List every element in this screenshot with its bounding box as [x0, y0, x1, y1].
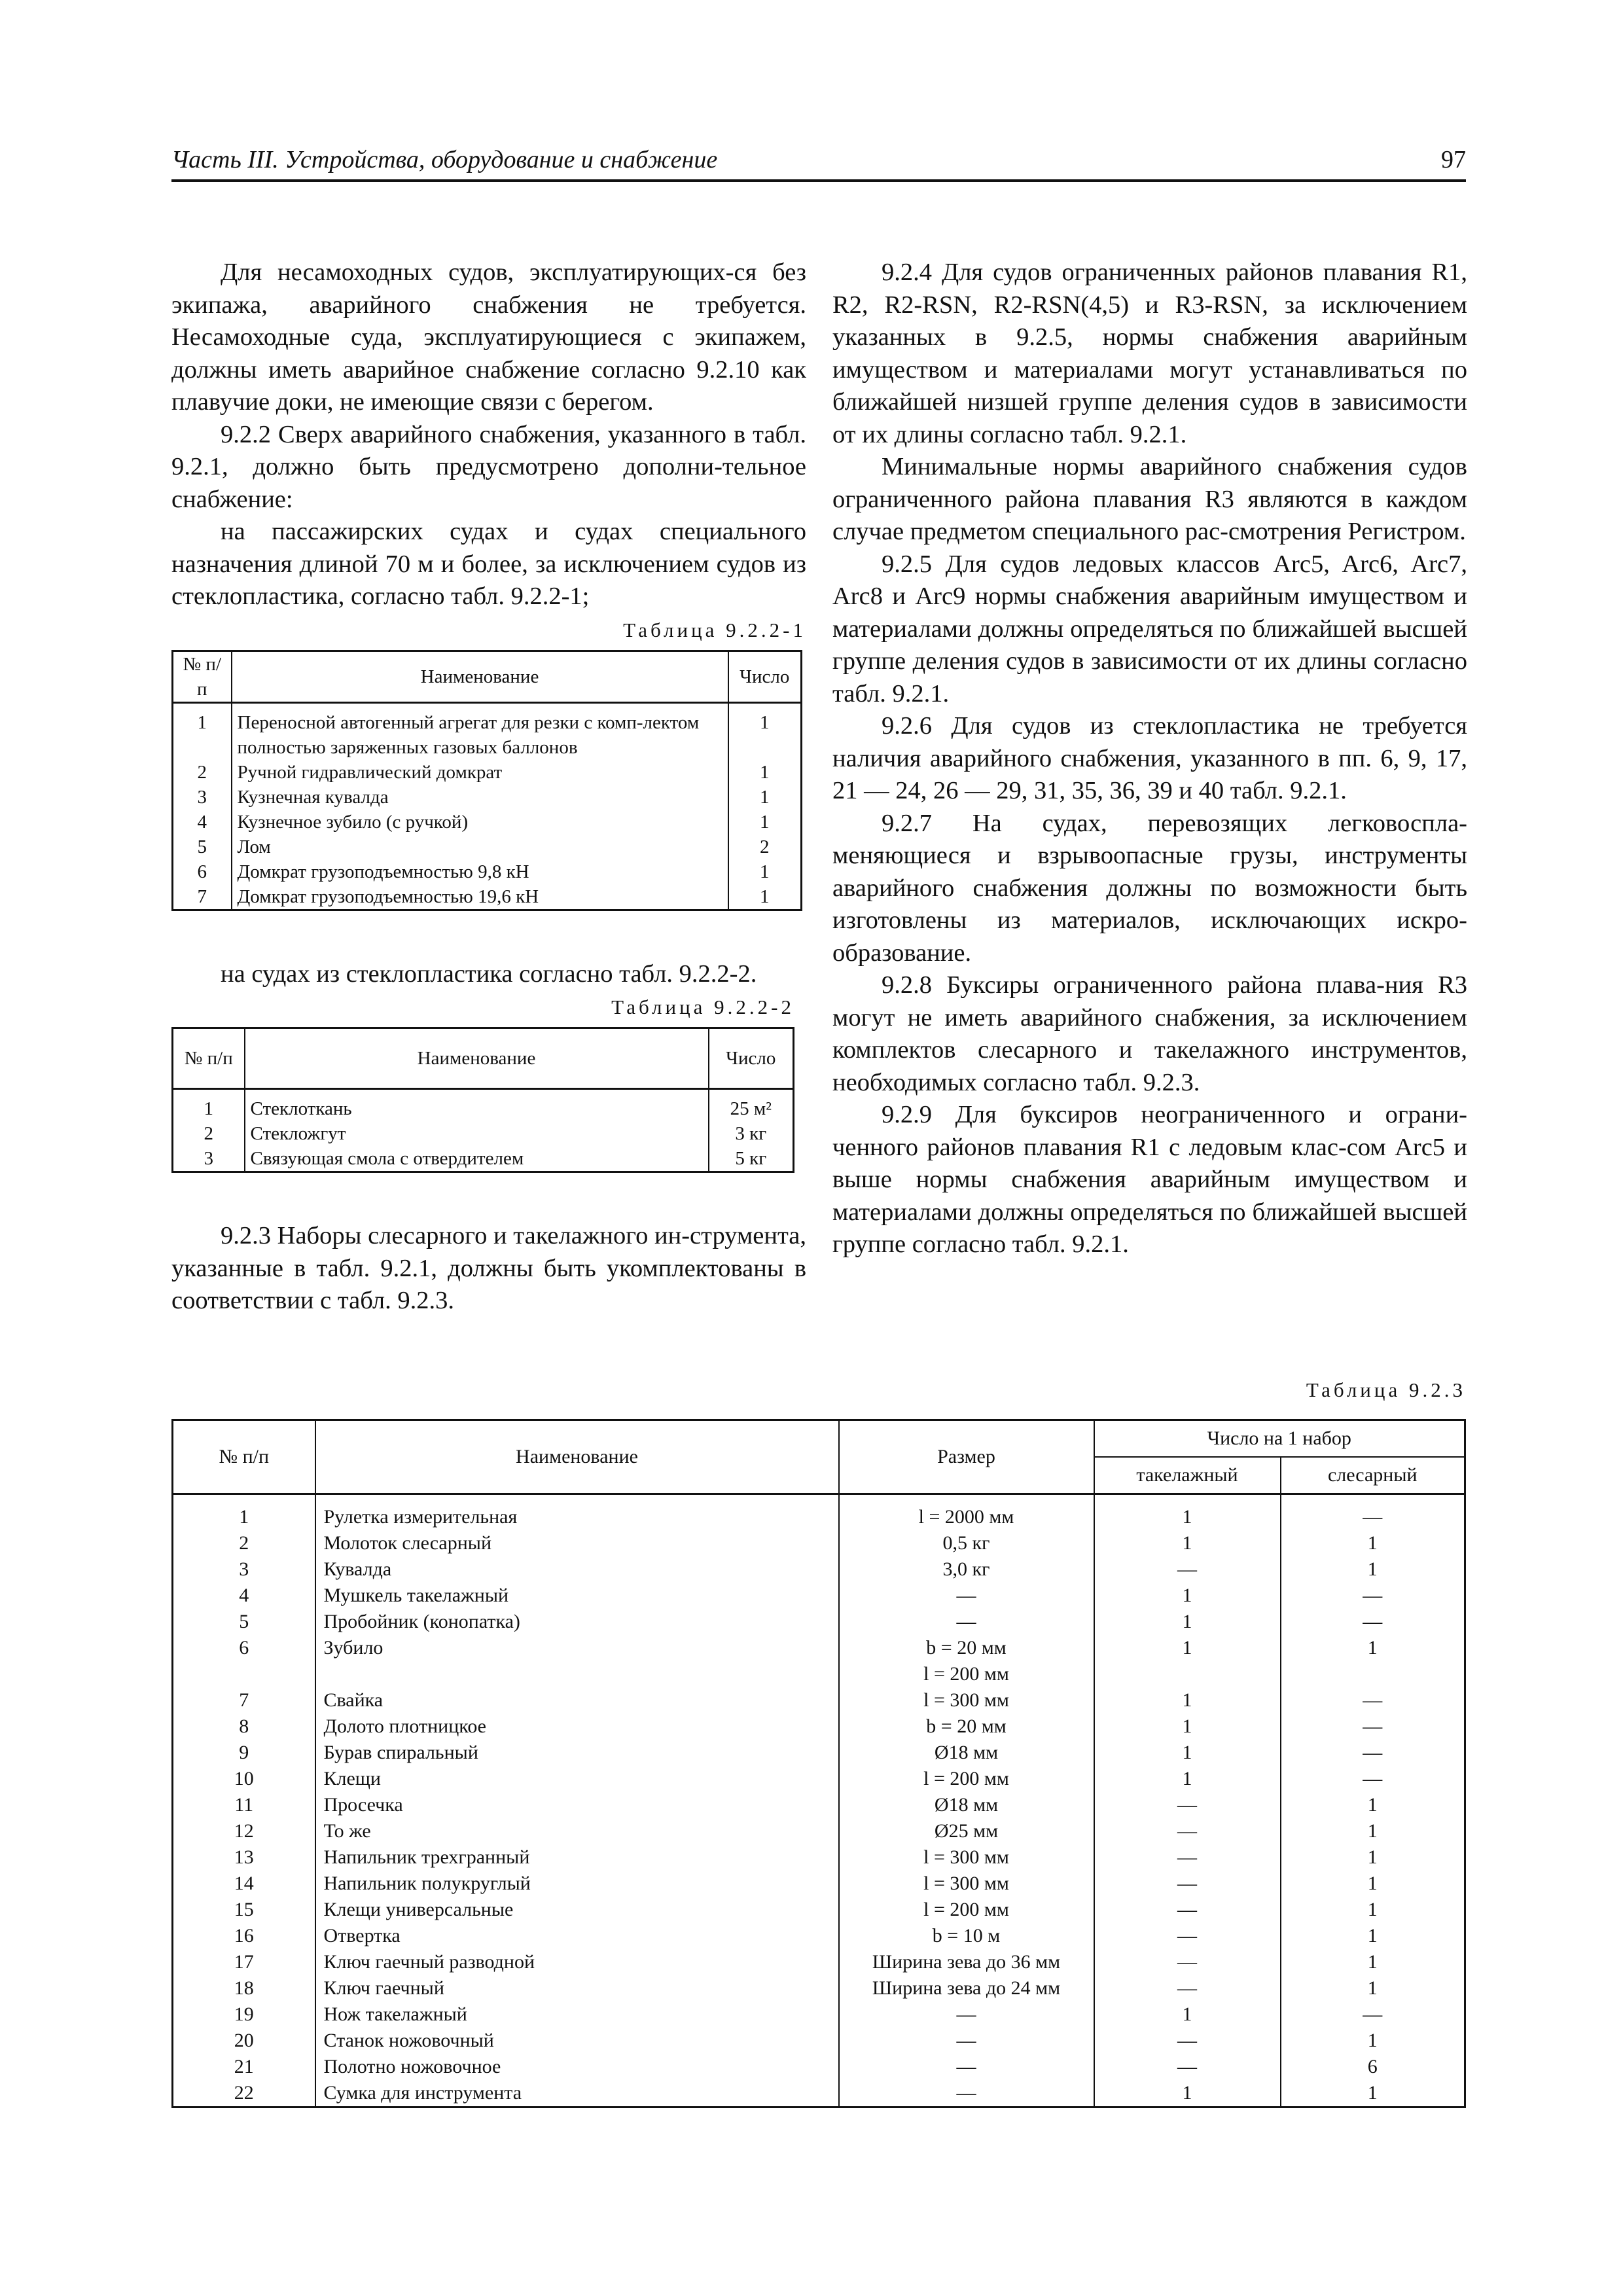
item-count: 5 кг — [709, 1146, 794, 1172]
paragraph: 9.2.3 Наборы слесарного и такелажного ин-струмента, указанные в табл. 9.2.1, должны быть укомплектованы в соответствии с табл. 9.2.3. — [171, 1222, 806, 1314]
item-name: Свайка — [315, 1687, 839, 1713]
item-count: 1 — [728, 859, 802, 884]
table-9-2-2-1 — [171, 650, 802, 911]
row-number: 10 — [173, 1766, 315, 1792]
table-9-2-3 — [171, 1419, 1466, 2108]
item-size: Ø18 мм — [839, 1740, 1094, 1766]
column-header: № п/п — [173, 651, 232, 702]
row-number: 4 — [173, 1583, 315, 1609]
row-number: 7 — [173, 884, 232, 910]
table-row — [173, 1530, 1465, 1556]
table-row — [173, 1975, 1465, 2001]
rigging-count: 1 — [1094, 2080, 1281, 2108]
item-size: l = 2000 мм — [839, 1494, 1094, 1531]
table-row — [173, 785, 802, 810]
item-name: Ключ гаечный разводной — [315, 1949, 839, 1975]
item-name: Связующая смола с отвердителем — [245, 1146, 709, 1172]
row-number: 11 — [173, 1792, 315, 1818]
row-number: 8 — [173, 1713, 315, 1740]
locksmith-count: — — [1281, 2001, 1465, 2028]
locksmith-count: 1 — [1281, 1556, 1465, 1583]
left-column — [171, 257, 806, 1318]
item-size: — — [839, 2028, 1094, 2054]
page-number: 97 — [1441, 146, 1466, 173]
table-row — [173, 1923, 1465, 1949]
locksmith-count: 1 — [1281, 2028, 1465, 2054]
item-count: 2 — [728, 834, 802, 859]
item-size: — — [839, 1609, 1094, 1635]
locksmith-count: — — [1281, 1713, 1465, 1740]
item-name: Напильник полукруглый — [315, 1871, 839, 1897]
rigging-count: — — [1094, 1844, 1281, 1871]
table-caption: Таблица 9.2.3 — [1306, 1378, 1466, 1401]
paragraph: 9.2.8 Буксиры ограниченного района плава-ния R3 могут не иметь аварийного снабжения, за исключением комплектов слесарного и такелажного инструментов, необходимых согласно табл. 9.2.3. — [832, 971, 1467, 1096]
locksmith-count: — — [1281, 1687, 1465, 1713]
item-size: 0,5 кг — [839, 1530, 1094, 1556]
locksmith-count: 1 — [1281, 1792, 1465, 1818]
item-name: Кузнечная кувалда — [232, 785, 728, 810]
rigging-count: 1 — [1094, 1740, 1281, 1766]
table-row — [173, 1583, 1465, 1609]
column-header: Наименование — [232, 651, 728, 702]
item-name: Нож такелажный — [315, 2001, 839, 2028]
item-size: Ширина зева до 24 мм — [839, 1975, 1094, 2001]
table-row — [173, 1121, 794, 1146]
item-name: Полотно ножовочное — [315, 2054, 839, 2080]
locksmith-count: 1 — [1281, 1530, 1465, 1556]
table-row — [173, 2028, 1465, 2054]
column-header: Число — [728, 651, 802, 702]
table-row — [173, 859, 802, 884]
column-header: № п/п — [173, 1420, 315, 1494]
item-size: l = 200 мм — [839, 1766, 1094, 1792]
item-name: Домкрат грузоподъемностью 9,8 кН — [232, 859, 728, 884]
item-name: Долото плотницкое — [315, 1713, 839, 1740]
row-number: 12 — [173, 1818, 315, 1844]
item-count: 1 — [728, 785, 802, 810]
rigging-count: — — [1094, 1556, 1281, 1583]
table-row — [173, 1556, 1465, 1583]
locksmith-count: — — [1281, 1740, 1465, 1766]
locksmith-count: 1 — [1281, 1844, 1465, 1871]
table-row — [173, 1818, 1465, 1844]
row-number: 3 — [173, 1146, 245, 1172]
paragraph: Минимальные нормы аварийного снабжения судов ограниченного района плавания R3 являются в каждом случае предметом специального рас-смотрения Регистром. — [832, 453, 1467, 545]
item-size: Ширина зева до 36 мм — [839, 1949, 1094, 1975]
item-name: Напильник трехгранный — [315, 1844, 839, 1871]
row-number: 1 — [173, 702, 232, 760]
rigging-count: 1 — [1094, 1687, 1281, 1713]
paragraph: 9.2.7 На судах, перевозящих легковоспла-меняющиеся и взрывоопасные грузы, инструменты аварийного снабжения должны по возможности быть изготовлены из материалов, исключающих искро-образование. — [832, 809, 1467, 967]
column-header: Размер — [839, 1420, 1094, 1494]
table-row — [173, 2001, 1465, 2028]
item-name: Рулетка измерительная — [315, 1494, 839, 1531]
table-row — [173, 2054, 1465, 2080]
locksmith-count: 1 — [1281, 2080, 1465, 2108]
table-row — [173, 1494, 1465, 1531]
table-row — [173, 1792, 1465, 1818]
row-number: 20 — [173, 2028, 315, 2054]
item-size: l = 300 мм — [839, 1871, 1094, 1897]
table-row — [173, 1687, 1465, 1713]
table-row — [173, 2080, 1465, 2108]
item-size: — — [839, 1583, 1094, 1609]
rigging-count: — — [1094, 1949, 1281, 1975]
row-number: 17 — [173, 1949, 315, 1975]
item-name: Зубило — [315, 1635, 839, 1687]
table-row — [173, 1844, 1465, 1871]
item-name: Мушкель такелажный — [315, 1583, 839, 1609]
item-name: Пробойник (конопатка) — [315, 1609, 839, 1635]
row-number: 6 — [173, 1635, 315, 1687]
row-number: 13 — [173, 1844, 315, 1871]
locksmith-count: — — [1281, 1609, 1465, 1635]
paragraph: 9.2.4 Для судов ограниченных районов плавания R1, R2, R2-RSN, R2-RSN(4,5) и R3-RSN, за исключением указанных в 9.2.5, нормы снабжения аварийным имуществом и материалами могут устанавливаться по ближайшей низшей группе деления судов в зависимости от их длины согласно табл. 9.2.1. — [832, 259, 1467, 448]
table-caption: Таблица 9.2.2-2 — [611, 996, 794, 1018]
item-size: l = 200 мм — [839, 1897, 1094, 1923]
row-number: 15 — [173, 1897, 315, 1923]
column-header: слесарный — [1281, 1457, 1465, 1494]
rigging-count: 1 — [1094, 1635, 1281, 1687]
table-row — [173, 702, 802, 760]
table-row — [173, 1635, 1465, 1687]
item-name: То же — [315, 1818, 839, 1844]
item-name: Ручной гидравлический домкрат — [232, 760, 728, 785]
locksmith-count: 1 — [1281, 1871, 1465, 1897]
item-size: l = 300 мм — [839, 1687, 1094, 1713]
locksmith-count: 1 — [1281, 1897, 1465, 1923]
item-name: Переносной автогенный агрегат для резки с комп-лектом полностью заряженных газовых баллонов — [232, 702, 728, 760]
locksmith-count: 1 — [1281, 1635, 1465, 1687]
row-number: 3 — [173, 1556, 315, 1583]
item-name: Стекложгут — [245, 1121, 709, 1146]
rigging-count: — — [1094, 1975, 1281, 2001]
table-row — [173, 834, 802, 859]
rigging-count: 1 — [1094, 1766, 1281, 1792]
row-number: 2 — [173, 1121, 245, 1146]
item-count: 25 м² — [709, 1089, 794, 1122]
item-name: Домкрат грузоподъемностью 19,6 кН — [232, 884, 728, 910]
item-name: Клещи — [315, 1766, 839, 1792]
column-header-group: Число на 1 набор — [1094, 1420, 1465, 1458]
item-count: 1 — [728, 760, 802, 785]
column-header: Наименование — [245, 1028, 709, 1089]
row-number: 5 — [173, 834, 232, 859]
item-name: Ключ гаечный — [315, 1975, 839, 2001]
locksmith-count: 1 — [1281, 1818, 1465, 1844]
rigging-count: — — [1094, 1897, 1281, 1923]
item-size: Ø25 мм — [839, 1818, 1094, 1844]
item-name: Клещи универсальные — [315, 1897, 839, 1923]
column-header: Число — [709, 1028, 794, 1089]
running-title: Часть III. Устройства, оборудование и снабжение — [171, 146, 718, 173]
rigging-count: 1 — [1094, 1494, 1281, 1531]
rigging-count: 1 — [1094, 1583, 1281, 1609]
item-name: Просечка — [315, 1792, 839, 1818]
locksmith-count: 1 — [1281, 1949, 1465, 1975]
item-name: Лом — [232, 834, 728, 859]
rigging-count: — — [1094, 2054, 1281, 2080]
row-number: 16 — [173, 1923, 315, 1949]
item-size: Ø18 мм — [839, 1792, 1094, 1818]
table-9-2-3-block — [171, 1378, 1466, 2108]
table-row — [173, 1949, 1465, 1975]
table-row — [173, 1897, 1465, 1923]
item-name: Молоток слесарный — [315, 1530, 839, 1556]
column-header: № п/п — [173, 1028, 245, 1089]
locksmith-count: — — [1281, 1766, 1465, 1792]
item-name: Кувалда — [315, 1556, 839, 1583]
paragraph: Для несамоходных судов, эксплуатирующих-ся без экипажа, аварийного снабжения не требуется. Несамоходные суда, эксплуатирующиеся с экипажем, должны иметь аварийное снабжение согласно 9.2.10 как плавучие доки, не имеющие связи с берегом. — [171, 259, 806, 416]
row-number: 1 — [173, 1494, 315, 1531]
table-row — [173, 760, 802, 785]
row-number: 19 — [173, 2001, 315, 2028]
item-size: b = 10 м — [839, 1923, 1094, 1949]
row-number: 22 — [173, 2080, 315, 2108]
table-row — [173, 1766, 1465, 1792]
row-number: 21 — [173, 2054, 315, 2080]
item-name: Сумка для инструмента — [315, 2080, 839, 2108]
item-name: Стеклоткань — [245, 1089, 709, 1122]
item-count: 1 — [728, 810, 802, 834]
paragraph: на судах из стеклопластика согласно табл. 9.2.2-2. — [221, 960, 757, 988]
item-size: 3,0 кг — [839, 1556, 1094, 1583]
row-number: 5 — [173, 1609, 315, 1635]
table-row — [173, 1089, 794, 1122]
paragraph: 9.2.6 Для судов из стеклопластика не требуется наличия аварийного снабжения, указанного в пп. 6, 9, 17, 21 — 24, 26 — 29, 31, 35, 36, 39 и 40 табл. 9.2.1. — [832, 712, 1467, 804]
table-row — [173, 1871, 1465, 1897]
rigging-count: 1 — [1094, 1713, 1281, 1740]
table-caption: Таблица 9.2.2-1 — [623, 618, 806, 641]
row-number: 18 — [173, 1975, 315, 2001]
rigging-count: 1 — [1094, 1609, 1281, 1635]
locksmith-count: — — [1281, 1494, 1465, 1531]
column-header: такелажный — [1094, 1457, 1281, 1494]
item-name: Кузнечное зубило (с ручкой) — [232, 810, 728, 834]
row-number: 9 — [173, 1740, 315, 1766]
row-number: 1 — [173, 1089, 245, 1122]
locksmith-count: — — [1281, 1583, 1465, 1609]
item-size: b = 20 мм l = 200 мм — [839, 1635, 1094, 1687]
rigging-count: — — [1094, 1871, 1281, 1897]
item-size: b = 20 мм — [839, 1713, 1094, 1740]
table-row — [173, 810, 802, 834]
rigging-count: — — [1094, 1923, 1281, 1949]
table-row — [173, 1609, 1465, 1635]
row-number: 14 — [173, 1871, 315, 1897]
right-column — [832, 257, 1467, 1261]
table-9-2-2-2 — [171, 1027, 794, 1173]
rigging-count: — — [1094, 2028, 1281, 2054]
paragraph: 9.2.5 Для судов ледовых классов Arc5, Arc6, Arc7, Arc8 и Arc9 нормы снабжения аварийным имуществом и материалами должны определяться по ближайшей высшей группе деления судов в зависимости от их длины согласно табл. 9.2.1. — [832, 550, 1467, 708]
locksmith-count: 1 — [1281, 1923, 1465, 1949]
row-number: 6 — [173, 859, 232, 884]
row-number: 2 — [173, 760, 232, 785]
paragraph: на пассажирских судах и судах специального назначения длиной 70 м и более, за исключением судов из стеклопластика, согласно табл. 9.2.2-1; — [171, 518, 806, 610]
row-number: 2 — [173, 1530, 315, 1556]
item-name: Отвертка — [315, 1923, 839, 1949]
table-row — [173, 1146, 794, 1172]
item-count: 1 — [728, 884, 802, 910]
item-size: — — [839, 2054, 1094, 2080]
item-count: 3 кг — [709, 1121, 794, 1146]
item-size: — — [839, 2001, 1094, 2028]
page-header — [171, 145, 1466, 182]
rigging-count: 1 — [1094, 2001, 1281, 2028]
column-header: Наименование — [315, 1420, 839, 1494]
rigging-count: 1 — [1094, 1530, 1281, 1556]
item-name: Станок ножовочный — [315, 2028, 839, 2054]
table-row — [173, 1740, 1465, 1766]
locksmith-count: 1 — [1281, 1975, 1465, 2001]
table-row — [173, 1713, 1465, 1740]
locksmith-count: 6 — [1281, 2054, 1465, 2080]
row-number: 3 — [173, 785, 232, 810]
row-number: 4 — [173, 810, 232, 834]
item-size: — — [839, 2080, 1094, 2108]
paragraph: 9.2.9 Для буксиров неограниченного и ограни-ченного районов плавания R1 с ледовым клас-сом Arc5 и выше нормы снабжения аварийным имуществом и материалами должны определяться по ближайшей высшей группе согласно табл. 9.2.1. — [832, 1101, 1467, 1258]
table-row — [173, 884, 802, 910]
item-size: l = 300 мм — [839, 1844, 1094, 1871]
rigging-count: — — [1094, 1792, 1281, 1818]
rigging-count: — — [1094, 1818, 1281, 1844]
paragraph: 9.2.2 Сверх аварийного снабжения, указанного в табл. 9.2.1, должно быть предусмотрено дополни-тельное снабжение: — [171, 420, 806, 513]
item-name: Бурав спиральный — [315, 1740, 839, 1766]
row-number: 7 — [173, 1687, 315, 1713]
item-count: 1 — [728, 702, 802, 760]
